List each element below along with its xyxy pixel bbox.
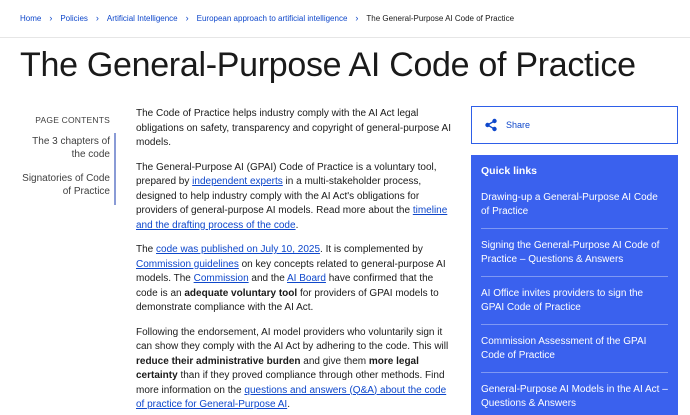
toc-active-indicator	[114, 133, 116, 205]
chevron-right-icon: ›	[185, 13, 189, 23]
link-qa-code-of-practice[interactable]: questions and answers (Q&A) about the code of practice for General-Purpose AI	[136, 384, 447, 410]
text: than if they proved compliance through other methods. Find more information on the	[136, 370, 445, 396]
intro-paragraph: The Code of Practice helps industry comply with the AI Act legal obligations on safety, transparency and copyright of general-purpose AI models.	[136, 108, 452, 148]
quick-links-heading: Quick links	[481, 165, 538, 177]
link-independent-experts[interactable]: independent experts	[192, 176, 283, 187]
quick-links-panel	[471, 155, 678, 415]
text: and give them	[300, 355, 369, 367]
text: The General-Purpose AI (GPAI) Code of Practice is a voluntary tool, prepared by	[136, 161, 437, 187]
breadcrumb-home[interactable]: Home	[20, 13, 42, 23]
share-icon	[484, 118, 498, 132]
quick-link-drawing-up[interactable]: Drawing-up a General-Purpose AI Code of Practice	[481, 191, 668, 229]
paragraph-overview	[136, 161, 452, 234]
quick-link-signing-qa[interactable]: Signing the General-Purpose AI Code of Practice – Questions & Answers	[481, 229, 668, 277]
text: and the	[248, 273, 288, 284]
text: have confirmed that the code is an	[136, 273, 434, 299]
bold-text: more legal certainty	[136, 355, 419, 381]
text: for providers of GPAI models to demonstrate compliance with the AI Act.	[136, 287, 439, 313]
bold-text: reduce their administrative burden	[136, 355, 301, 367]
breadcrumb-policies[interactable]: Policies	[60, 13, 88, 23]
paragraph-endorsement	[136, 326, 452, 413]
chevron-right-icon: ›	[49, 13, 53, 23]
breadcrumb-ai[interactable]: Artificial Intelligence	[106, 13, 178, 23]
breadcrumb-current: The General-Purpose AI Code of Practice	[366, 13, 515, 23]
chevron-right-icon: ›	[355, 13, 359, 23]
text: .	[287, 399, 290, 410]
link-code-published[interactable]: code was published on July 10, 2025	[156, 244, 321, 255]
page-title: The General-Purpose AI Code of Practice	[20, 46, 636, 84]
main-content	[136, 107, 452, 415]
share-button[interactable]	[471, 106, 678, 144]
text: on key concepts related to general-purpose AI models. The	[136, 258, 446, 284]
breadcrumb-european-approach[interactable]: European approach to artificial intelligence	[196, 13, 348, 23]
link-commission[interactable]: Commission	[193, 273, 249, 284]
text: .	[295, 219, 299, 231]
bold-text: adequate voluntary tool	[184, 287, 298, 299]
link-commission-guidelines[interactable]: Commission guidelines	[136, 258, 239, 270]
text: in a multi-stakeholder process, designed to help industry comply with the AI Act's obligations for providers of general-purpose AI models. Read more about the	[136, 176, 422, 216]
chevron-right-icon: ›	[95, 13, 99, 23]
link-timeline-drafting[interactable]: timeline and the drafting process of the code	[136, 205, 448, 231]
page-contents-heading: PAGE CONTENTS	[35, 115, 110, 125]
text: . It is complemented by	[320, 244, 423, 255]
quick-link-ai-office-invites[interactable]: AI Office invites providers to sign the GPAI Code of Practice	[481, 277, 668, 325]
toc-link-chapters[interactable]: The 3 chapters of the code	[32, 136, 110, 160]
toc-link-signatories[interactable]: Signatories of Code of Practice	[22, 173, 110, 197]
text: Following the endorsement, AI model providers who voluntarily sign it can show they comply with the AI Act by adhering to the code. This will	[136, 326, 449, 352]
quick-link-commission-assessment[interactable]: Commission Assessment of the GPAI Code of Practice	[481, 325, 668, 373]
quick-link-gpai-models-qa[interactable]: General-Purpose AI Models in the AI Act – Questions & Answers	[481, 373, 668, 415]
text: The	[136, 244, 157, 255]
paragraph-publication	[136, 243, 452, 316]
share-label: Share	[506, 120, 531, 130]
breadcrumb	[20, 13, 514, 23]
top-bar	[0, 0, 690, 38]
link-ai-board[interactable]: AI Board	[287, 273, 326, 284]
page-contents	[20, 115, 110, 209]
